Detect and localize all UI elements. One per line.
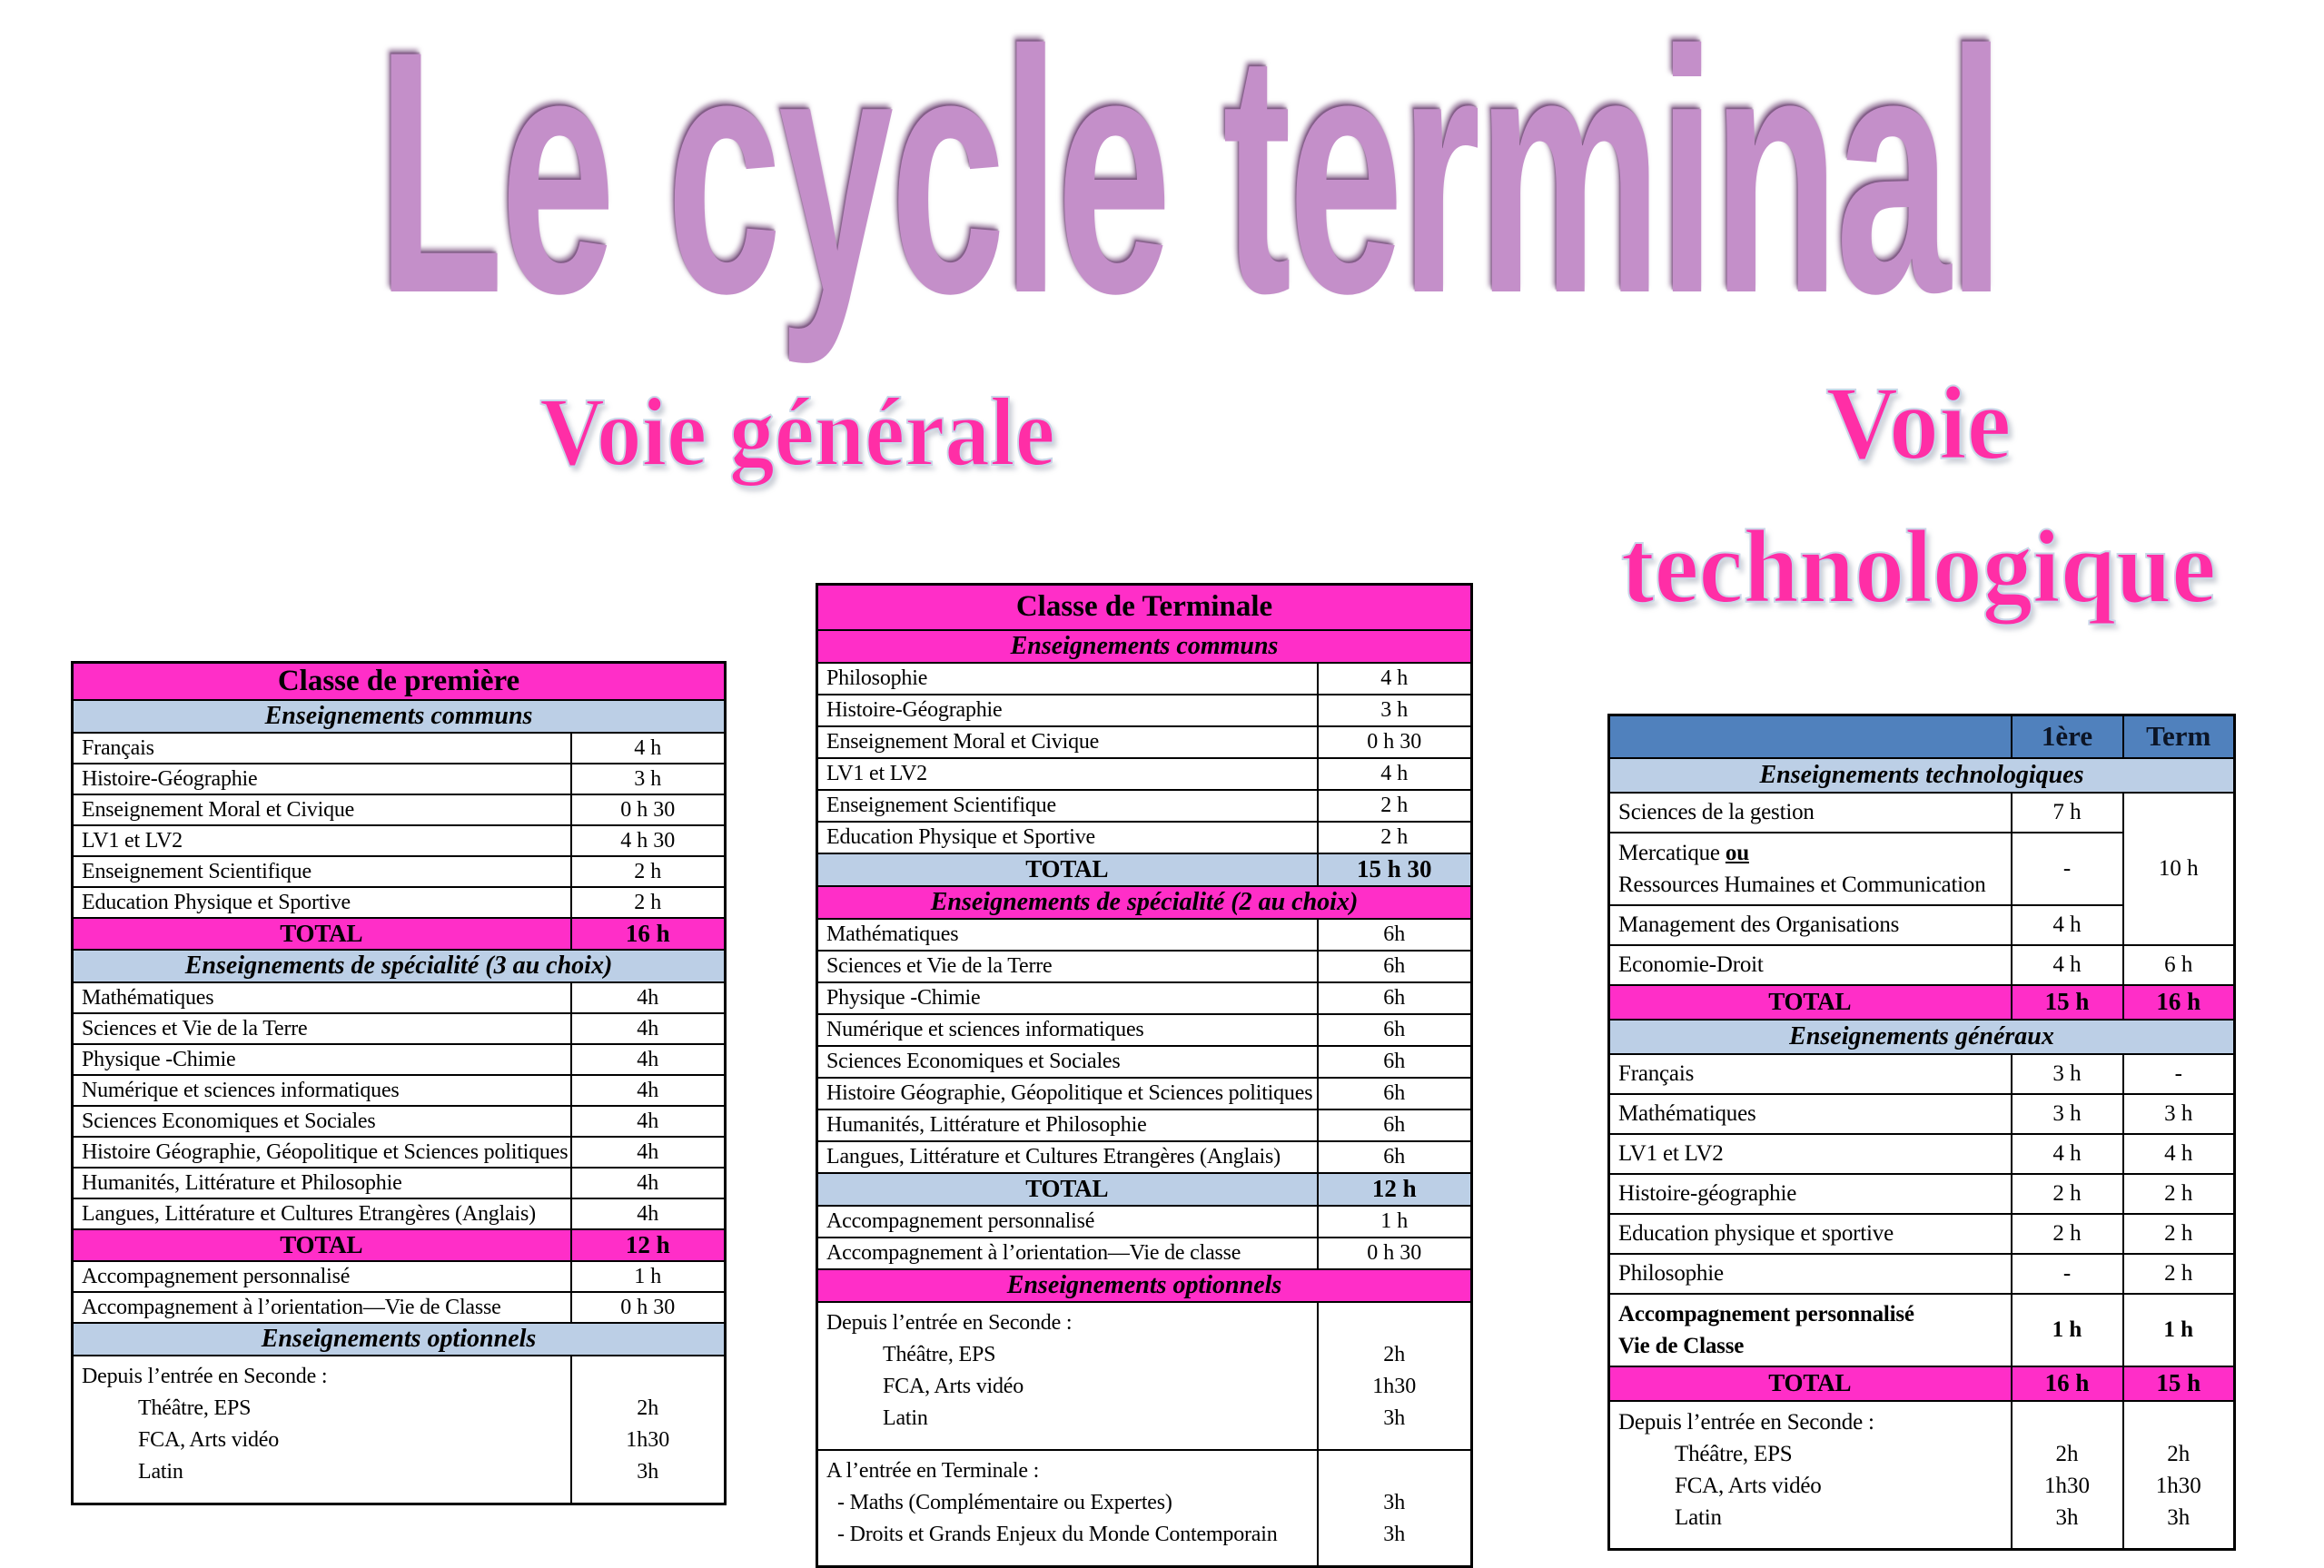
table-row <box>817 1046 1472 1078</box>
label-cell: Education physique et sportive <box>1609 1214 2012 1254</box>
column-header <box>1609 715 2012 758</box>
table-row <box>1609 1174 2235 1214</box>
table-row <box>73 825 726 856</box>
option-group-row <box>817 1302 1472 1450</box>
value-cell: 4 h <box>571 733 726 764</box>
value-cell: 6h <box>1318 919 1472 951</box>
table-classe-de-terminale <box>816 583 1473 1568</box>
section-label: Enseignements communs <box>817 630 1472 663</box>
table-row <box>73 1168 726 1198</box>
column-header: Term <box>2123 715 2235 758</box>
value-cell: 6h <box>1318 1141 1472 1173</box>
value-cell: 2h 1h30 3h <box>571 1356 726 1504</box>
section-row <box>73 1323 726 1356</box>
section-label: Enseignements optionnels <box>73 1323 726 1356</box>
value-cell: 2 h <box>2012 1214 2123 1254</box>
label-cell: TOTAL <box>1609 1366 2012 1401</box>
value-cell: 4h <box>571 1168 726 1198</box>
table-row <box>1609 1094 2235 1134</box>
value-cell: 2 h <box>571 856 726 887</box>
value-cell: 1 h <box>1318 1206 1472 1238</box>
value-cell: 15 h 30 <box>1318 853 1472 886</box>
total-row <box>817 853 1472 886</box>
value-cell: 16 h <box>2012 1366 2123 1401</box>
label-cell: LV1 et LV2 <box>1609 1134 2012 1174</box>
label-cell: TOTAL <box>817 853 1318 886</box>
value-cell: 4h <box>571 1075 726 1106</box>
label-cell: Enseignement Scientifique <box>817 790 1318 822</box>
label-cell: Accompagnement personnalisé <box>817 1206 1318 1238</box>
label-cell: Philosophie <box>817 663 1318 695</box>
label-cell: Accompagnement à l’orientation—Vie de Classe <box>73 1292 571 1323</box>
value-cell: 6h <box>1318 982 1472 1014</box>
value-cell: 6h <box>1318 1109 1472 1141</box>
label-cell: Humanités, Littérature et Philosophie <box>73 1168 571 1198</box>
value-cell: 6h <box>1318 1014 1472 1046</box>
table-voie-technologique <box>1607 714 2236 1551</box>
value-cell: 4 h <box>1318 663 1472 695</box>
section-row <box>817 1269 1472 1302</box>
value-cell: 4 h <box>2012 1134 2123 1174</box>
label-cell: Langues, Littérature et Cultures Etrangères (Anglais) <box>73 1198 571 1229</box>
table-row <box>817 1238 1472 1269</box>
label-cell: Mathématiques <box>817 919 1318 951</box>
label-cell: Physique -Chimie <box>73 1044 571 1075</box>
table-title: Classe de première <box>73 663 726 701</box>
value-cell: 4h <box>571 1198 726 1229</box>
value-cell: 2 h <box>2123 1254 2235 1294</box>
label-cell: Education Physique et Sportive <box>817 822 1318 853</box>
label-cell: Enseignement Moral et Civique <box>817 726 1318 758</box>
section-label: Enseignements technologiques <box>1609 758 2235 793</box>
table-row <box>1609 1214 2235 1254</box>
value-cell: 2 h <box>2123 1214 2235 1254</box>
subtitle-voie-generale: Voie générale <box>539 379 1055 487</box>
label-cell: TOTAL <box>73 918 571 950</box>
value-cell: 3 h <box>1318 695 1472 726</box>
value-cell: 4 h <box>2123 1134 2235 1174</box>
label-cell: Enseignement Scientifique <box>73 856 571 887</box>
label-cell: Histoire-géographie <box>1609 1174 2012 1214</box>
label-cell: Histoire-Géographie <box>817 695 1318 726</box>
value-cell: 1 h <box>2012 1294 2123 1366</box>
section-row <box>1609 1020 2235 1054</box>
table-title-row <box>817 585 1472 630</box>
value-cell: 7 h <box>2012 793 2123 833</box>
section-label: Enseignements de spécialité (2 au choix) <box>817 886 1472 919</box>
section-row <box>817 630 1472 663</box>
value-cell: 6h <box>1318 1078 1472 1109</box>
section-label: Enseignements communs <box>73 700 726 733</box>
label-cell: Depuis l’entrée en Seconde : Théâtre, EPS FCA, Arts vidéo Latin <box>817 1302 1318 1450</box>
table-classe-de-premiere <box>71 661 727 1505</box>
table-row <box>73 1106 726 1137</box>
label-cell: Accompagnement à l’orientation—Vie de classe <box>817 1238 1318 1269</box>
value-cell: 6 h <box>2123 945 2235 985</box>
label-cell: Mathématiques <box>73 982 571 1013</box>
table-row <box>817 758 1472 790</box>
label-cell: TOTAL <box>817 1173 1318 1206</box>
label-cell: Sciences Economiques et Sociales <box>73 1106 571 1137</box>
table-row <box>73 982 726 1013</box>
table-row <box>817 726 1472 758</box>
label-cell: Histoire-Géographie <box>73 764 571 794</box>
value-cell: 0 h 30 <box>1318 726 1472 758</box>
label-cell: Management des Organisations <box>1609 905 2012 945</box>
total-row <box>1609 985 2235 1020</box>
section-row <box>1609 758 2235 793</box>
table-row <box>817 1109 1472 1141</box>
section-row <box>73 950 726 982</box>
label-cell: Français <box>73 733 571 764</box>
table-row <box>817 1141 1472 1173</box>
table-row <box>73 764 726 794</box>
label-cell: A l’entrée en Terminale : - Maths (Complémentaire ou Expertes) - Droits et Grands Enjeux du Monde Contemporain <box>817 1450 1318 1567</box>
table-row <box>73 856 726 887</box>
value-cell: 1 h <box>571 1261 726 1292</box>
label-cell: Physique -Chimie <box>817 982 1318 1014</box>
label-cell: Sciences de la gestion <box>1609 793 2012 833</box>
label-cell: Histoire Géographie, Géopolitique et Sciences politiques <box>73 1137 571 1168</box>
label-cell: Sciences Economiques et Sociales <box>817 1046 1318 1078</box>
label-cell: TOTAL <box>73 1229 571 1261</box>
table-title-row <box>73 663 726 701</box>
value-cell: 2h 1h30 3h <box>2012 1401 2123 1550</box>
total-row <box>1609 1366 2235 1401</box>
table-row <box>1609 1294 2235 1366</box>
table-row <box>1609 1254 2235 1294</box>
value-cell: 3 h <box>2123 1094 2235 1134</box>
value-cell: 6h <box>1318 951 1472 982</box>
value-cell: - <box>2012 1254 2123 1294</box>
value-cell: 4 h 30 <box>571 825 726 856</box>
value-cell: 3 h <box>2012 1054 2123 1094</box>
value-cell: 4 h <box>1318 758 1472 790</box>
label-cell: Histoire Géographie, Géopolitique et Sciences politiques <box>817 1078 1318 1109</box>
value-cell: 4 h <box>2012 905 2123 945</box>
value-cell: 4h <box>571 1044 726 1075</box>
table-row <box>1609 1054 2235 1094</box>
value-cell: 4h <box>571 1106 726 1137</box>
section-row <box>817 886 1472 919</box>
table-row <box>73 1198 726 1229</box>
table-row <box>817 1078 1472 1109</box>
table-row <box>817 790 1472 822</box>
table-row <box>1609 1134 2235 1174</box>
table-row <box>73 1044 726 1075</box>
value-cell: 2 h <box>1318 822 1472 853</box>
table-row <box>73 1292 726 1323</box>
table-row <box>1609 945 2235 985</box>
value-cell: 12 h <box>1318 1173 1472 1206</box>
section-label: Enseignements de spécialité (3 au choix) <box>73 950 726 982</box>
value-cell: 2 h <box>2012 1174 2123 1214</box>
label-cell: Depuis l’entrée en Seconde : Théâtre, EPS FCA, Arts vidéo Latin <box>73 1356 571 1504</box>
label-cell: Enseignement Moral et Civique <box>73 794 571 825</box>
label-cell: Accompagnement personnalisé Vie de Classe <box>1609 1294 2012 1366</box>
table-row <box>73 794 726 825</box>
table-row <box>817 982 1472 1014</box>
value-cell: 3 h <box>571 764 726 794</box>
label-cell: Education Physique et Sportive <box>73 887 571 918</box>
value-cell: - <box>2012 833 2123 905</box>
value-cell: 0 h 30 <box>571 1292 726 1323</box>
value-cell: 2h 1h30 3h <box>1318 1302 1472 1450</box>
table-row <box>73 1137 726 1168</box>
value-cell: 3h 3h <box>1318 1450 1472 1567</box>
label-cell: Accompagnement personnalisé <box>73 1261 571 1292</box>
table-row <box>73 1261 726 1292</box>
label-cell: LV1 et LV2 <box>73 825 571 856</box>
value-cell: 3 h <box>2012 1094 2123 1134</box>
table-header-row <box>1609 715 2235 758</box>
value-cell: 2 h <box>2123 1174 2235 1214</box>
label-cell: TOTAL <box>1609 985 2012 1020</box>
label-cell: Sciences et Vie de la Terre <box>817 951 1318 982</box>
label-cell: Philosophie <box>1609 1254 2012 1294</box>
value-cell: 16 h <box>2123 985 2235 1020</box>
table-row <box>73 733 726 764</box>
table-row <box>817 919 1472 951</box>
section-row <box>73 700 726 733</box>
total-row <box>73 1229 726 1261</box>
value-cell: 12 h <box>571 1229 726 1261</box>
value-cell: 2 h <box>1318 790 1472 822</box>
value-cell: 10 h <box>2123 793 2235 945</box>
label-cell: Numérique et sciences informatiques <box>73 1075 571 1106</box>
label-cell: Mathématiques <box>1609 1094 2012 1134</box>
subtitle-voie-technologique-line2: technologique <box>1620 509 2217 626</box>
label-cell: Sciences et Vie de la Terre <box>73 1013 571 1044</box>
table-row <box>73 887 726 918</box>
value-cell: 15 h <box>2012 985 2123 1020</box>
value-cell: 4 h <box>2012 945 2123 985</box>
label-cell: Français <box>1609 1054 2012 1094</box>
column-header: 1ère <box>2012 715 2123 758</box>
table-row <box>1609 793 2235 833</box>
value-cell: - <box>2123 1054 2235 1094</box>
table-row <box>817 822 1472 853</box>
value-cell: 1 h <box>2123 1294 2235 1366</box>
value-cell: 0 h 30 <box>1318 1238 1472 1269</box>
value-cell: 4h <box>571 1137 726 1168</box>
table-row <box>817 695 1472 726</box>
label-cell: LV1 et LV2 <box>817 758 1318 790</box>
table-row <box>73 1075 726 1106</box>
total-row <box>817 1173 1472 1206</box>
subtitle-voie-technologique-line1: Voie <box>1825 366 2012 482</box>
label-cell: Economie-Droit <box>1609 945 2012 985</box>
section-label: Enseignements optionnels <box>817 1269 1472 1302</box>
label-cell: Numérique et sciences informatiques <box>817 1014 1318 1046</box>
table-title: Classe de Terminale <box>817 585 1472 630</box>
value-cell: 4h <box>571 982 726 1013</box>
value-cell: 2 h <box>571 887 726 918</box>
page-title: Le cycle terminal <box>376 0 2002 365</box>
subtitle-voie-technologique <box>1597 352 2240 639</box>
value-cell: 15 h <box>2123 1366 2235 1401</box>
table-row <box>73 1013 726 1044</box>
label-cell: Langues, Littérature et Cultures Etrangères (Anglais) <box>817 1141 1318 1173</box>
value-cell: 16 h <box>571 918 726 950</box>
value-cell: 2h 1h30 3h <box>2123 1401 2235 1550</box>
label-cell: Humanités, Littérature et Philosophie <box>817 1109 1318 1141</box>
value-cell: 6h <box>1318 1046 1472 1078</box>
table-row <box>817 1014 1472 1046</box>
table-row <box>817 663 1472 695</box>
label-cell: Depuis l’entrée en Seconde : Théâtre, EPS FCA, Arts vidéo Latin <box>1609 1401 2012 1550</box>
value-cell: 0 h 30 <box>571 794 726 825</box>
label-cell: Mercatique ou Ressources Humaines et Communication <box>1609 833 2012 905</box>
table-row <box>817 1206 1472 1238</box>
table-row <box>817 951 1472 982</box>
option-group-row <box>1609 1401 2235 1550</box>
section-label: Enseignements généraux <box>1609 1020 2235 1054</box>
option-group-row <box>73 1356 726 1504</box>
total-row <box>73 918 726 950</box>
value-cell: 4h <box>571 1013 726 1044</box>
